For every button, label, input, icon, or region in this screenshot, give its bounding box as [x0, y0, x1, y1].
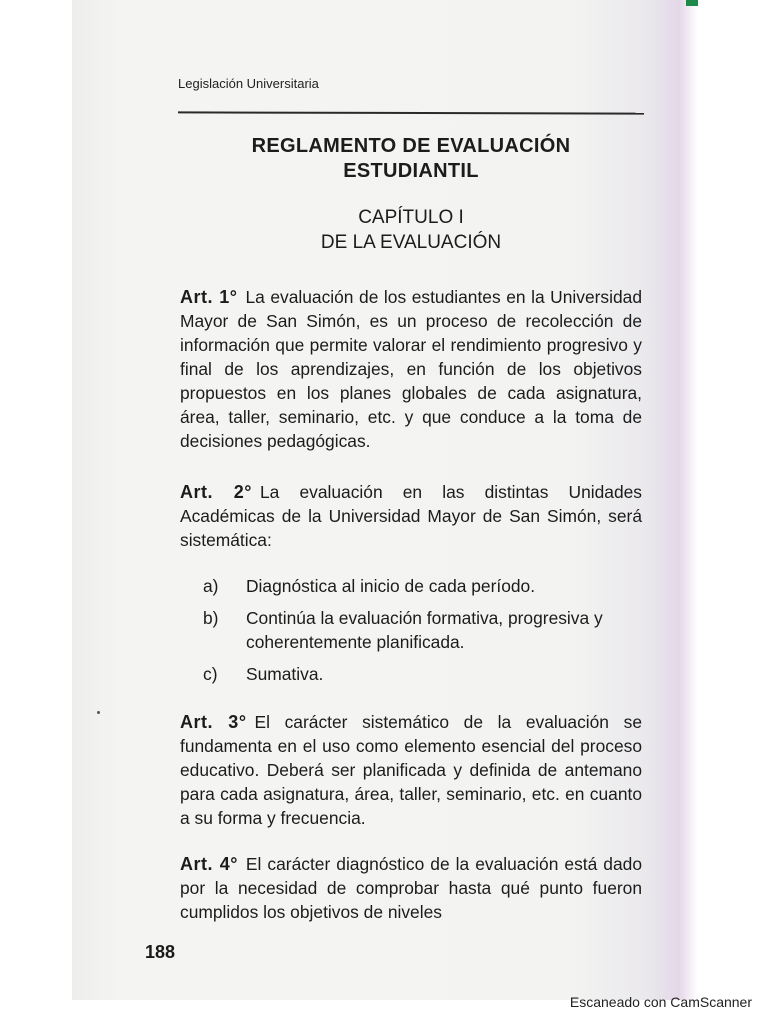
page-number: 188	[145, 942, 176, 962]
list-text: Sumativa.	[246, 664, 324, 684]
list-letter: a)	[203, 576, 219, 596]
article-4	[180, 852, 642, 924]
article-label: Art. 4°	[180, 854, 238, 874]
article-2	[180, 480, 642, 552]
chapter-title: DE LA EVALUACIÓN	[320, 232, 502, 253]
corner-accent-mark	[686, 0, 698, 6]
camscanner-watermark: Escaneado con CamScanner	[569, 994, 752, 1010]
list-item	[203, 574, 643, 598]
list-text: Continúa la evaluación formativa, progresiva y coherentemente planificada.	[246, 608, 603, 652]
article-text: La evaluación de los estudiantes en la Universidad Mayor de San Simón, es un proceso de recolección de información que permite valorar el rendimiento progresivo y final de los aprendizajes, en función de los objetivos propuestos en los planes globales de cada asignatura, área, taller, seminario, etc. y que conduce a la toma de decisiones pedagógicas.	[180, 287, 642, 451]
article-label: Art. 3°	[180, 712, 247, 732]
article-1	[180, 285, 642, 453]
article-text: El carácter sistemático de la evaluación se fundamenta en el uso como elemento esencial del proceso educativo. Deberá ser planificada y definida de antemano para cada asignatura, área, taller, seminario, etc. en cuanto a su forma y frecuencia.	[180, 712, 642, 828]
chapter-number: CAPÍTULO I	[358, 207, 464, 228]
document-title-line-1: REGLAMENTO DE EVALUACIÓN	[251, 135, 571, 157]
document-title-line-2: ESTUDIANTIL	[343, 160, 479, 182]
list-item	[203, 662, 643, 686]
list-item	[203, 606, 643, 654]
list-letter: b)	[203, 608, 219, 628]
article-text: La evaluación en las distintas Unidades Académicas de la Universidad Mayor de San Simón, será sistemática:	[180, 482, 642, 550]
list-letter: c)	[203, 664, 218, 684]
running-header: Legislación Universitaria	[178, 76, 319, 91]
list-text: Diagnóstica al inicio de cada período.	[246, 576, 536, 596]
article-3	[180, 710, 642, 830]
article-label: Art. 1°	[180, 287, 238, 307]
article-text: El carácter diagnóstico de la evaluación está dado por la necesidad de comprobar hasta qué punto fueron cumplidos los objetivos de niveles	[180, 854, 642, 922]
article-label: Art. 2°	[180, 482, 253, 502]
scan-speck	[97, 711, 100, 714]
